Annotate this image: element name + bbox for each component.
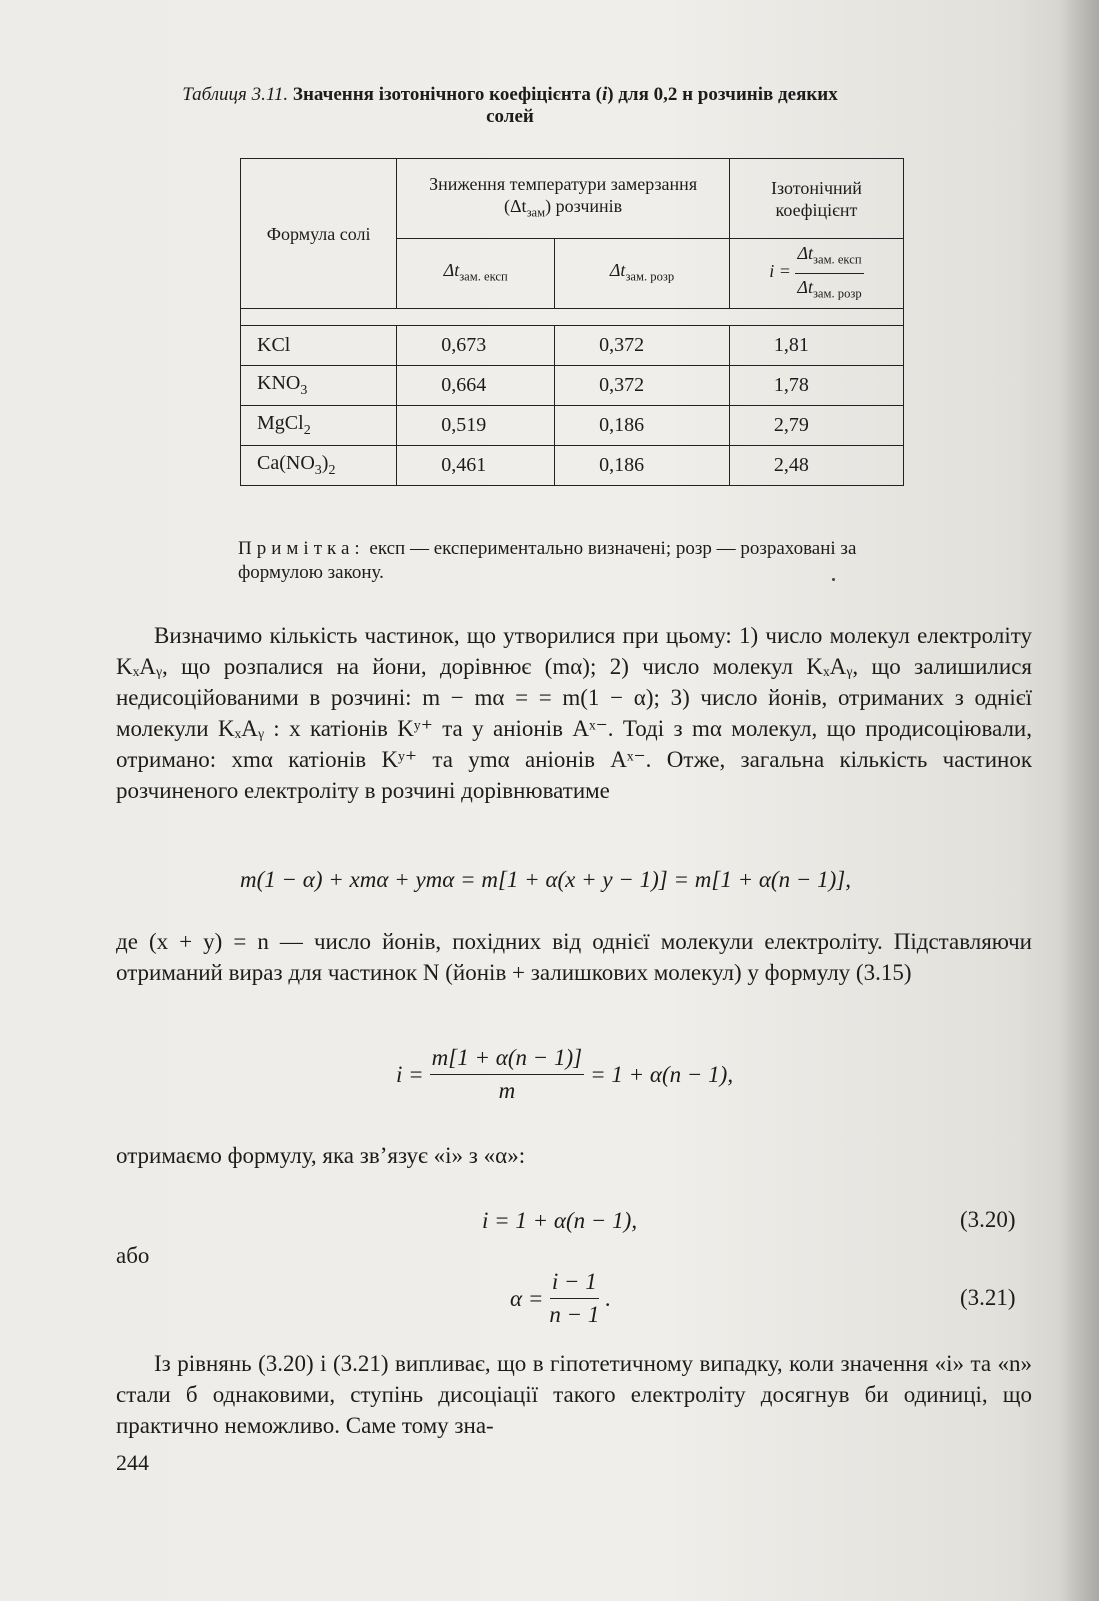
formula2-num: m[1 + α(n − 1)] [430,1044,584,1075]
table-row [241,406,904,446]
header-depression-text: Зниження температури замерзання (Δt [429,174,698,217]
salt-cell [241,446,397,486]
table-row [241,446,904,486]
calc-cell: 0,372 [555,326,730,366]
header-depression-sub: зам [526,205,546,220]
caption-label: Таблиця 3.11. [182,84,289,105]
formula2-den: m [498,1078,516,1103]
note-text: експ — експериментально визначені; розр — розраховані за формулою закону. [238,538,857,583]
header-exp [397,239,555,309]
table-row [241,326,904,366]
salt-name: KNO [257,372,301,394]
calc-cell: 0,186 [555,446,730,486]
page-binding-shadow [1059,0,1099,1601]
salt-sub2: 2 [328,463,336,478]
paragraph-4: Із рівнянь (3.20) і (3.21) випливає, що в гіпотетичному випадку, коли значення «i» та «n» стали б однаковими, ступінь дисоціації такого електроліту досягнув би одиниці, що практично неможливо. Саме тому зна- [116,1351,1032,1438]
i-cell: 1,81 [729,326,903,366]
salt-tail: ) [321,452,329,474]
header-calc [555,239,730,309]
isotonic-coefficient-table [240,158,904,486]
salt-name: Ca(NO [257,452,315,474]
eq321-num: i − 1 [550,1268,599,1299]
salt-name: MgCl [257,412,304,434]
i-cell: 2,48 [729,446,903,486]
note-label: Примітка: [238,538,365,559]
or-word: або [116,1243,150,1268]
header-depression [397,159,730,239]
iso-formula-fraction [795,242,863,304]
salt-cell [241,366,397,406]
formula2-fraction [430,1044,584,1105]
table-row [241,366,904,406]
header-iso-formula [729,239,903,309]
formula-i-derivation [396,1044,733,1105]
header-exp-text: Δt [443,260,460,281]
header-calc-sub: зам. розр [625,269,675,284]
salt-sub: 3 [314,463,322,478]
formula2-lhs: i = [396,1061,424,1087]
eq321-tail: . [605,1285,612,1311]
page-number: 244 [116,1450,149,1475]
header-exp-sub: зам. експ [459,269,508,284]
caption-text-b: ) для 0,2 н розчинів деяких солей [486,84,838,127]
iso-num-sub: зам. експ [813,253,862,267]
iso-den: Δt [797,277,813,297]
equation-3-21-number: (3.21) [960,1285,1016,1310]
header-isotonic: Ізотонічний коефіцієнт [729,159,903,239]
exp-cell: 0,664 [397,366,555,406]
equation-3-21 [510,1268,611,1329]
scan-speck [832,578,835,581]
salt-name: KCl [257,334,291,356]
salt-cell [241,326,397,366]
paragraph-1: Визначимо кількість частинок, що утворилися при цьому: 1) число молекул електроліту KₓAᵧ, що розпалися на йони, дорівнює (mα); 2) число молекул KₓAᵧ, що залишилися недисоційованими в розчині: m − mα = = m(1 − α); 3) число йонів, отриманих з однієї молекули KₓAᵧ : x катіонів Kʸ⁺ та y аніонів Aˣ⁻. Тоді з mα молекул, що продисоціювали, отримано: xmα катіонів Kʸ⁺ та ymα аніонів Aˣ⁻. Отже, загальна кількість частинок розчиненого електроліту в розчині дорівнюватиме [116,623,1032,803]
paragraph-3: отримаємо формулу, яка зв’язує «i» з «α»: [116,1143,526,1168]
iso-formula-lhs: i = [769,261,791,282]
caption-var: i [601,84,608,105]
salt-sub: 3 [300,383,308,398]
eq321-lhs: α = [510,1285,544,1311]
header-formula: Формула солі [241,159,397,309]
i-cell: 1,78 [729,366,903,406]
calc-cell: 0,372 [555,366,730,406]
caption-text-a: Значення ізотонічного коефіцієнта ( [288,84,602,105]
i-cell: 2,79 [729,406,903,446]
exp-cell: 0,673 [397,326,555,366]
exp-cell: 0,461 [397,446,555,486]
header-calc-text: Δt [609,260,626,281]
paragraph-2: де (x + y) = n — число йонів, похідних від однієї молекули електроліту. Підставляючи отриманий вираз для частинок N (йонів + залишкових молекул) у формулу (3.15) [116,929,1032,985]
salt-sub: 2 [303,423,311,438]
salt-cell [241,406,397,446]
exp-cell: 0,519 [397,406,555,446]
calc-cell: 0,186 [555,406,730,446]
iso-den-sub: зам. розр [812,286,862,301]
eq321-fraction [547,1268,601,1329]
iso-num: Δt [797,243,814,264]
table-spacer [241,309,904,326]
equation-3-20: i = 1 + α(n − 1), [482,1208,638,1233]
table-caption [180,84,840,128]
eq321-den: n − 1 [549,1302,600,1327]
formula-particles: m(1 − α) + xmα + ymα = m[1 + α(x + y − 1)] = m[1 + α(n − 1)], [240,867,851,892]
equation-3-20-number: (3.20) [960,1207,1016,1232]
header-depression-end: ) розчинів [545,196,623,217]
formula2-rhs: = 1 + α(n − 1), [590,1061,734,1087]
